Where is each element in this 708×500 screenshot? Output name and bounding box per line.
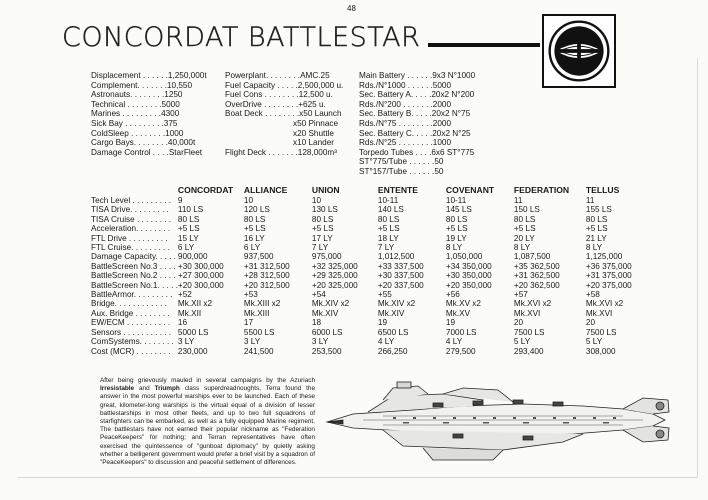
table-cell: 110 LS xyxy=(177,205,204,215)
table-cell: 1,087,500 xyxy=(513,252,551,262)
row-label: BattleArmor. . . . . . . . . xyxy=(91,290,173,300)
table-cell: Mk.XIV xyxy=(311,308,339,318)
table-row xyxy=(91,328,636,337)
table-cell: 308,000 xyxy=(585,346,616,356)
page-title: CONCORDAT BATTLESTAR xyxy=(62,22,421,53)
table-cell: +31 375,000 xyxy=(585,271,632,281)
table-row xyxy=(91,290,636,299)
table-cell: 293,400 xyxy=(513,346,544,356)
table-cell: +5 LS xyxy=(585,224,608,234)
table-header-row xyxy=(91,184,636,196)
table-cell: +27 300,000 xyxy=(177,271,224,281)
table-cell: 4 LY xyxy=(377,337,395,347)
spec-line: Flight Deck . . . . . . .128,000m³ xyxy=(225,147,337,157)
table-cell: +20 337,500 xyxy=(377,280,424,290)
table-cell: Mk.XVI x2 xyxy=(585,299,624,309)
table-row xyxy=(91,309,636,318)
description-text-start: After being grievously mauled in several campaigns by the Azuriach xyxy=(100,377,315,384)
table-cell: 10-11 xyxy=(377,196,399,205)
table-cell: 7 LY xyxy=(377,243,395,253)
table-cell: +33 337,500 xyxy=(377,261,424,271)
table-cell: 253,500 xyxy=(311,346,342,356)
column-header: UNION xyxy=(311,185,340,195)
table-cell: 20 xyxy=(585,318,596,328)
table-corner xyxy=(91,184,178,196)
table-cell: Mk.XVI xyxy=(585,308,613,318)
table-cell: +20 300,000 xyxy=(177,280,224,290)
table-cell: 6000 LS xyxy=(311,327,343,337)
table-cell: 19 LY xyxy=(445,233,467,243)
table-cell: +57 xyxy=(513,290,528,300)
table-cell: Mk.XIV x2 xyxy=(311,299,350,309)
row-label: Tech Level . . . . . . . . . xyxy=(91,196,172,205)
table-cell: Mk.XIII x2 xyxy=(243,299,281,309)
row-label: FTL Cruise. . . . . . . . . xyxy=(91,243,170,253)
table-row xyxy=(91,299,636,308)
table-cell: +34 350,000 xyxy=(445,261,492,271)
table-cell: +5 LS xyxy=(311,224,334,234)
table-cell: Mk.XVI x2 xyxy=(513,299,552,309)
table-cell: 3 LY xyxy=(243,337,261,347)
table-row xyxy=(91,281,636,290)
spec-line: Fuel Cons . . . . . . . .12,500 u. xyxy=(225,90,333,100)
battlestar-ship-illustration xyxy=(323,376,673,466)
table-cell: Mk.XIV xyxy=(377,308,405,318)
table-cell: +32 325,000 xyxy=(311,261,358,271)
table-cell: +30 350,000 xyxy=(445,271,492,281)
table-cell: 80 LS xyxy=(377,214,400,224)
table-cell: +29 325,000 xyxy=(311,271,358,281)
spec-line: Main Battery . . . . . .9x3 N°1000 xyxy=(359,71,476,80)
table-cell: 8 LY xyxy=(513,243,531,253)
row-label: EW/ECM . . . . . . . . . . xyxy=(91,318,171,328)
table-cell: +5 LS xyxy=(243,224,266,234)
spec-line: x10 Lander xyxy=(293,138,334,148)
table-cell: 80 LS xyxy=(311,214,334,224)
table-row xyxy=(91,271,636,280)
description-paragraph xyxy=(100,377,315,467)
specs-column-power xyxy=(225,71,343,157)
table-row xyxy=(91,347,636,356)
table-cell: +5 LS xyxy=(177,224,200,234)
spec-line: Displacement . . . . . .1,250,000t xyxy=(91,71,207,80)
table-cell: 900,000 xyxy=(177,252,208,262)
spec-line: Rds./N°1000 . . . . . .5000 xyxy=(359,80,452,90)
table-cell: 5500 LS xyxy=(243,327,275,337)
spec-line: Complement. . . . . . .10,550 xyxy=(91,80,193,90)
table-cell: 6500 LS xyxy=(377,327,409,337)
spec-line: Technical . . . . . . . .5000 xyxy=(91,99,180,109)
table-cell: 80 LS xyxy=(513,214,536,224)
table-cell: +20 325,000 xyxy=(311,280,358,290)
table-cell: 155 LS xyxy=(585,205,612,215)
table-cell: +28 312,500 xyxy=(243,271,290,281)
table-cell: 9 xyxy=(177,196,183,205)
table-cell: 11 xyxy=(585,196,595,205)
table-cell: 17 LY xyxy=(311,233,333,243)
table-cell: +5 LS xyxy=(513,224,536,234)
table-cell: 80 LS xyxy=(177,214,200,224)
table-cell: 3 LY xyxy=(311,337,329,347)
spec-line: ST°157/Tube . . . . . .50 xyxy=(359,166,444,176)
table-cell: 1,125,000 xyxy=(585,252,623,262)
table-cell: 8 LY xyxy=(585,243,603,253)
spec-line: Rds./N°25 . . . . . . . .1000 xyxy=(359,138,452,148)
table-row xyxy=(91,252,636,261)
row-label: ComSystems. . . . . . . . xyxy=(91,337,174,347)
table-cell: 5 LY xyxy=(513,337,531,347)
table-cell: 21 LY xyxy=(585,233,607,243)
description-bold-triumph: Triumph xyxy=(154,385,180,393)
table-cell: 130 LS xyxy=(311,205,338,215)
table-cell: 10 xyxy=(243,196,254,205)
table-cell: 937,500 xyxy=(243,252,274,262)
table-cell: 20 xyxy=(513,318,524,328)
column-header: CONCORDAT xyxy=(177,185,234,195)
table-cell: 16 LY xyxy=(243,233,265,243)
table-cell: 16 xyxy=(177,318,188,328)
spec-line: Damage Control . . . .StarFleet xyxy=(91,147,203,157)
table-row xyxy=(91,215,636,224)
spec-line: x50 Pinnace xyxy=(293,118,339,128)
row-label: BattleScreen No.2 . . . . xyxy=(91,271,176,281)
table-cell: +20 362,500 xyxy=(513,280,560,290)
table-cell: +20 350,000 xyxy=(445,280,492,290)
table-cell: 10 xyxy=(311,196,322,205)
table-cell: 975,000 xyxy=(311,252,342,262)
table-cell: 230,000 xyxy=(177,346,208,356)
table-cell: +56 xyxy=(445,290,460,300)
table-cell: 11 xyxy=(513,196,523,205)
spec-line: Sec. Battery C. . . . .20x2 N°25 xyxy=(359,128,471,138)
table-cell: 19 xyxy=(445,318,456,328)
column-header: COVENANT xyxy=(445,185,495,195)
table-cell: +35 362,500 xyxy=(513,261,560,271)
table-row xyxy=(91,234,636,243)
spec-line: Boat Deck . . . . . . . .x50 Launch xyxy=(225,109,342,119)
table-cell: 8 LY xyxy=(445,243,463,253)
specs-column-weapons xyxy=(359,71,475,177)
row-label: Bridge. . . . . . . . . . . . xyxy=(91,299,167,309)
table-cell: 120 LS xyxy=(243,205,270,215)
spec-line: ST°775/Tube . . . . . .50 xyxy=(359,157,444,167)
table-cell: 241,500 xyxy=(243,346,274,356)
table-cell: 5 LY xyxy=(585,337,603,347)
table-cell: 150 LS xyxy=(513,205,540,215)
spec-line: Fuel Capacity . . . . .2,500,000 u. xyxy=(225,80,344,90)
row-label: TISA Drive. . . . . . . . . xyxy=(91,205,169,215)
table-cell: Mk.XIV x2 xyxy=(377,299,416,309)
table-cell: 20 LY xyxy=(513,233,535,243)
row-label: Aux. Bridge . . . . . . . . xyxy=(91,308,170,318)
spec-line: Torpedo Tubes . . . .6x6 ST°775 xyxy=(359,147,475,157)
table-cell: Mk.XII x2 xyxy=(177,299,213,309)
table-row xyxy=(91,205,636,214)
table-row xyxy=(91,262,636,271)
table-cell: 80 LS xyxy=(243,214,266,224)
table-cell: 7500 LS xyxy=(513,327,545,337)
spec-line: Rds./N°200 . . . . . . .2000 xyxy=(359,99,452,109)
table-cell: +30 300,000 xyxy=(177,261,224,271)
row-label: FTL Drive . . . . . . . . . xyxy=(91,233,168,243)
row-label: TISA Cruise . . . . . . . . xyxy=(91,214,172,224)
table-cell: Mk.XVI xyxy=(513,308,541,318)
table-row xyxy=(91,224,636,233)
table-cell: 7000 LS xyxy=(445,327,477,337)
table-cell: +31 312,500 xyxy=(243,261,290,271)
spec-line: Astronauts. . . . . . . .1250 xyxy=(91,90,183,100)
comparison-table xyxy=(91,184,636,356)
table-cell: 6 LY xyxy=(177,243,195,253)
concordat-emblem-icon xyxy=(542,14,616,88)
table-cell: 3 LY xyxy=(177,337,195,347)
table-cell: +52 xyxy=(177,290,192,300)
table-cell: 17 xyxy=(243,318,254,328)
title-rule xyxy=(428,43,540,47)
table-cell: 15 LY xyxy=(177,233,199,243)
spec-line: Marines . . . . . . . . .4300 xyxy=(91,109,180,119)
table-cell: 10-11 xyxy=(445,196,467,205)
table-cell: +55 xyxy=(377,290,392,300)
table-cell: +54 xyxy=(311,290,326,300)
row-label: Sensors . . . . . . . . . . . xyxy=(91,327,172,337)
row-label: Acceleration. . . . . . . . xyxy=(91,224,171,234)
table-cell: 6 LY xyxy=(243,243,261,253)
table-cell: 1,012,500 xyxy=(377,252,415,262)
spec-line: Sec. Battery B. . . . .20x2 N°75 xyxy=(359,109,471,119)
table-cell: +58 xyxy=(585,290,600,300)
table-cell: 18 LY xyxy=(377,233,399,243)
spec-line: Cargo Bays. . . . . . . .40,000t xyxy=(91,138,196,148)
table-cell: 279,500 xyxy=(445,346,476,356)
table-cell: Mk.XII xyxy=(177,308,202,318)
table-cell: 140 LS xyxy=(377,205,404,215)
table-cell: 1,050,000 xyxy=(445,252,483,262)
table-cell: 7 LY xyxy=(311,243,329,253)
table-row xyxy=(91,196,636,205)
table-cell: Mk.XV x2 xyxy=(445,299,481,309)
table-cell: Mk.XV xyxy=(445,308,471,318)
spec-line: Sick Bay . . . . . . . . .375 xyxy=(91,118,178,128)
table-cell: +20 312,500 xyxy=(243,280,290,290)
row-label: BattleScreen No.3 . . . . xyxy=(91,261,176,271)
table-cell: +36 375,000 xyxy=(585,261,632,271)
table-row xyxy=(91,318,636,327)
spec-line: ColdSleep . . . . . . . .1000 xyxy=(91,128,184,138)
table-cell: 4 LY xyxy=(445,337,463,347)
description-text-rest: class superdreadnoughts, Terra found the answer in the most powerful warships ever to be launched. Each of these great, kilometer-long warships is the virtual equal of a division of lesser battlestarships in most other fleets, and up to two full squadrons of starfighters can be embarked, as well as a fully equipped Marine regiment. The battlestars have not earned their popular nickname as "Federation PeaceKeepers" for nothing; and Terran representatives have often exercised the quintessence of "gunboat diplomacy" by quietly asking whether a belligerent government would prefer a brief visit by a squadron of "PeaceKeepers" to discussion and peaceful settlement of differences. xyxy=(100,385,316,467)
table-cell: +53 xyxy=(243,290,258,300)
table-cell: 80 LS xyxy=(585,214,608,224)
row-label: BattleScreen No.1. . . . . xyxy=(91,280,178,290)
table-row xyxy=(91,337,636,346)
table-cell: +31 362,500 xyxy=(513,271,560,281)
table-cell: 19 xyxy=(377,318,388,328)
spec-line: Powerplant. . . . . . . .AMC.25 xyxy=(225,71,330,80)
specs-column-general xyxy=(91,71,207,157)
spec-line: OverDrive . . . . . . . .+625 u. xyxy=(225,99,326,109)
column-header: ALLIANCE xyxy=(243,185,288,195)
table-cell: 145 LS xyxy=(445,205,472,215)
table-cell: 7500 LS xyxy=(585,327,617,337)
table-cell: 266,250 xyxy=(377,346,408,356)
table-cell: +20 375,000 xyxy=(585,280,632,290)
spec-line: x20 Shuttle xyxy=(293,128,334,138)
spec-line: Sec. Battery A. . . . .20x2 N°200 xyxy=(359,90,475,100)
description-text-mid: and xyxy=(134,385,155,393)
row-label: Cost (MCR) . . . . . . . . xyxy=(91,346,171,356)
column-header: FEDERATION xyxy=(513,185,570,195)
table-cell: 5000 LS xyxy=(177,327,209,337)
page-number: 48 xyxy=(347,4,356,13)
table-cell: 80 LS xyxy=(445,214,468,224)
table-cell: +5 LS xyxy=(445,224,468,234)
table-row xyxy=(91,243,636,252)
table-cell: +5 LS xyxy=(377,224,400,234)
table-cell: Mk.XIII xyxy=(243,308,270,318)
column-header: ENTENTE xyxy=(377,185,419,195)
table-cell: +30 337,500 xyxy=(377,271,424,281)
spec-line: Rds./N°75 . . . . . . . .2000 xyxy=(359,118,452,128)
column-header: TELLUS xyxy=(585,185,620,195)
description-bold-irresistable: Irresistable xyxy=(100,385,135,393)
row-label: Damage Capacity. . . . . xyxy=(91,252,176,262)
table-cell: 18 xyxy=(311,318,322,328)
